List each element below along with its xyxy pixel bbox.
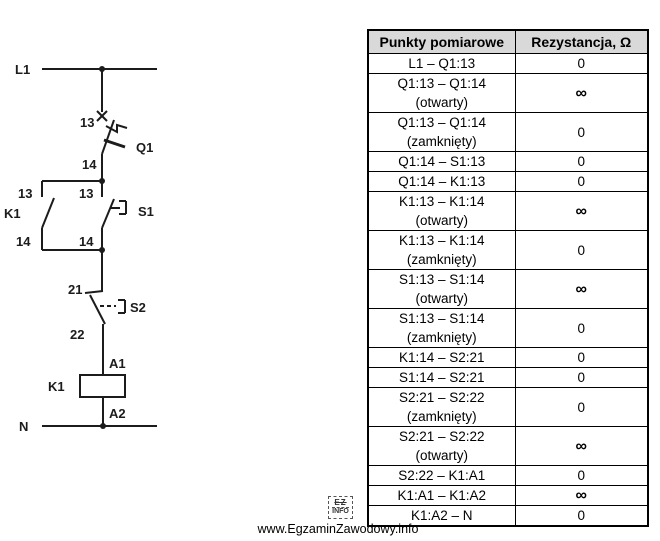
table-row — [368, 231, 648, 270]
s1-name-label: S1 — [138, 204, 154, 219]
resistance-value-cell: 0 — [515, 172, 648, 192]
n-rail-label: N — [19, 419, 29, 434]
q1-breaker-function-icon — [104, 140, 125, 147]
control-circuit-diagram — [0, 0, 210, 460]
measurement-table-body — [368, 54, 648, 527]
k1-coil-symbol — [80, 375, 125, 397]
table-row — [368, 74, 648, 113]
resistance-value-cell: 0 — [515, 368, 648, 388]
table-row — [368, 113, 648, 152]
measurement-point-cell: K1:A1 – K1:A2 — [368, 486, 515, 506]
measurement-point-cell: L1 – Q1:13 — [368, 54, 515, 74]
s2-terminal-21-label: 21 — [68, 282, 83, 297]
resistance-value-cell: 0 — [515, 506, 648, 527]
measurement-point-cell: K1:13 – K1:14 (zamknięty) — [368, 231, 515, 270]
table-row — [368, 152, 648, 172]
s2-contact-blade — [90, 295, 105, 324]
k1-contact-blade — [42, 198, 54, 228]
resistance-value-cell: 0 — [515, 231, 648, 270]
s2-contact-seat — [85, 291, 103, 293]
resistance-value-cell: ∞ — [515, 427, 648, 466]
s1-terminal-14-label: 14 — [79, 234, 94, 249]
k1-coil-name-label: K1 — [48, 379, 65, 394]
resistance-value-cell: 0 — [515, 152, 648, 172]
measurement-point-cell: K1:A2 – N — [368, 506, 515, 527]
resistance-value-cell: ∞ — [515, 74, 648, 113]
measurement-point-cell: S1:13 – S1:14 (zamknięty) — [368, 309, 515, 348]
measurement-point-cell: Q1:14 – K1:13 — [368, 172, 515, 192]
table-row — [368, 388, 648, 427]
junction-dot — [100, 423, 106, 429]
table-row — [368, 486, 648, 506]
measurement-point-cell: S2:21 – S2:22 (zamknięty) — [368, 388, 515, 427]
measurement-point-cell: Q1:14 – S1:13 — [368, 152, 515, 172]
stamp-text: EZ — [334, 498, 347, 507]
q1-terminal-14-label: 14 — [82, 157, 97, 172]
resistance-value-cell: 0 — [515, 54, 648, 74]
measurement-point-cell: S1:13 – S1:14 (otwarty) — [368, 270, 515, 309]
ez-info-stamp-icon — [328, 496, 353, 519]
q1-contact-blade — [102, 120, 114, 154]
measurement-point-cell: Q1:13 – Q1:14 (zamknięty) — [368, 113, 515, 152]
column-header-resistance: Rezystancja, Ω — [515, 30, 648, 54]
table-row — [368, 309, 648, 348]
k1-contact-name-label: K1 — [4, 206, 21, 221]
resistance-value-cell: 0 — [515, 113, 648, 152]
resistance-value-cell: 0 — [515, 309, 648, 348]
s1-contact-blade — [102, 199, 114, 228]
s1-terminal-13-label: 13 — [79, 186, 94, 201]
l1-rail-label: L1 — [15, 62, 31, 77]
measurement-point-cell: Q1:13 – Q1:14 (otwarty) — [368, 74, 515, 113]
measurement-point-cell: K1:14 – S2:21 — [368, 348, 515, 368]
measurement-point-cell: S2:21 – S2:22 (otwarty) — [368, 427, 515, 466]
q1-name-label: Q1 — [136, 140, 154, 155]
table-row — [368, 172, 648, 192]
table-row — [368, 270, 648, 309]
coil-terminal-a1-label: A1 — [109, 356, 126, 371]
table-row — [368, 427, 648, 466]
column-header-points: Punkty pomiarowe — [368, 30, 515, 54]
stamp-text: INFO — [332, 508, 349, 515]
s2-terminal-22-label: 22 — [70, 327, 85, 342]
site-url-text: www.EgzaminZawodowy.info — [257, 522, 419, 536]
coil-terminal-a2-label: A2 — [109, 406, 126, 421]
table-row — [368, 368, 648, 388]
q1-terminal-13-label: 13 — [80, 115, 95, 130]
k1-terminal-13-label: 13 — [18, 186, 33, 201]
k1-terminal-14-label: 14 — [16, 234, 31, 249]
resistance-value-cell: 0 — [515, 348, 648, 368]
table-row — [368, 192, 648, 231]
s2-name-label: S2 — [130, 300, 146, 315]
table-row — [368, 54, 648, 74]
resistance-value-cell: 0 — [515, 388, 648, 427]
measurement-point-cell: S2:22 – K1:A1 — [368, 466, 515, 486]
resistance-value-cell: ∞ — [515, 270, 648, 309]
measurement-point-cell: K1:13 – K1:14 (otwarty) — [368, 192, 515, 231]
table-header-row — [368, 30, 648, 54]
table-row — [368, 466, 648, 486]
resistance-value-cell: ∞ — [515, 192, 648, 231]
table-row — [368, 348, 648, 368]
resistance-value-cell: ∞ — [515, 486, 648, 506]
resistance-measurement-table — [367, 29, 649, 527]
resistance-value-cell: 0 — [515, 466, 648, 486]
measurement-point-cell: S1:14 – S2:21 — [368, 368, 515, 388]
